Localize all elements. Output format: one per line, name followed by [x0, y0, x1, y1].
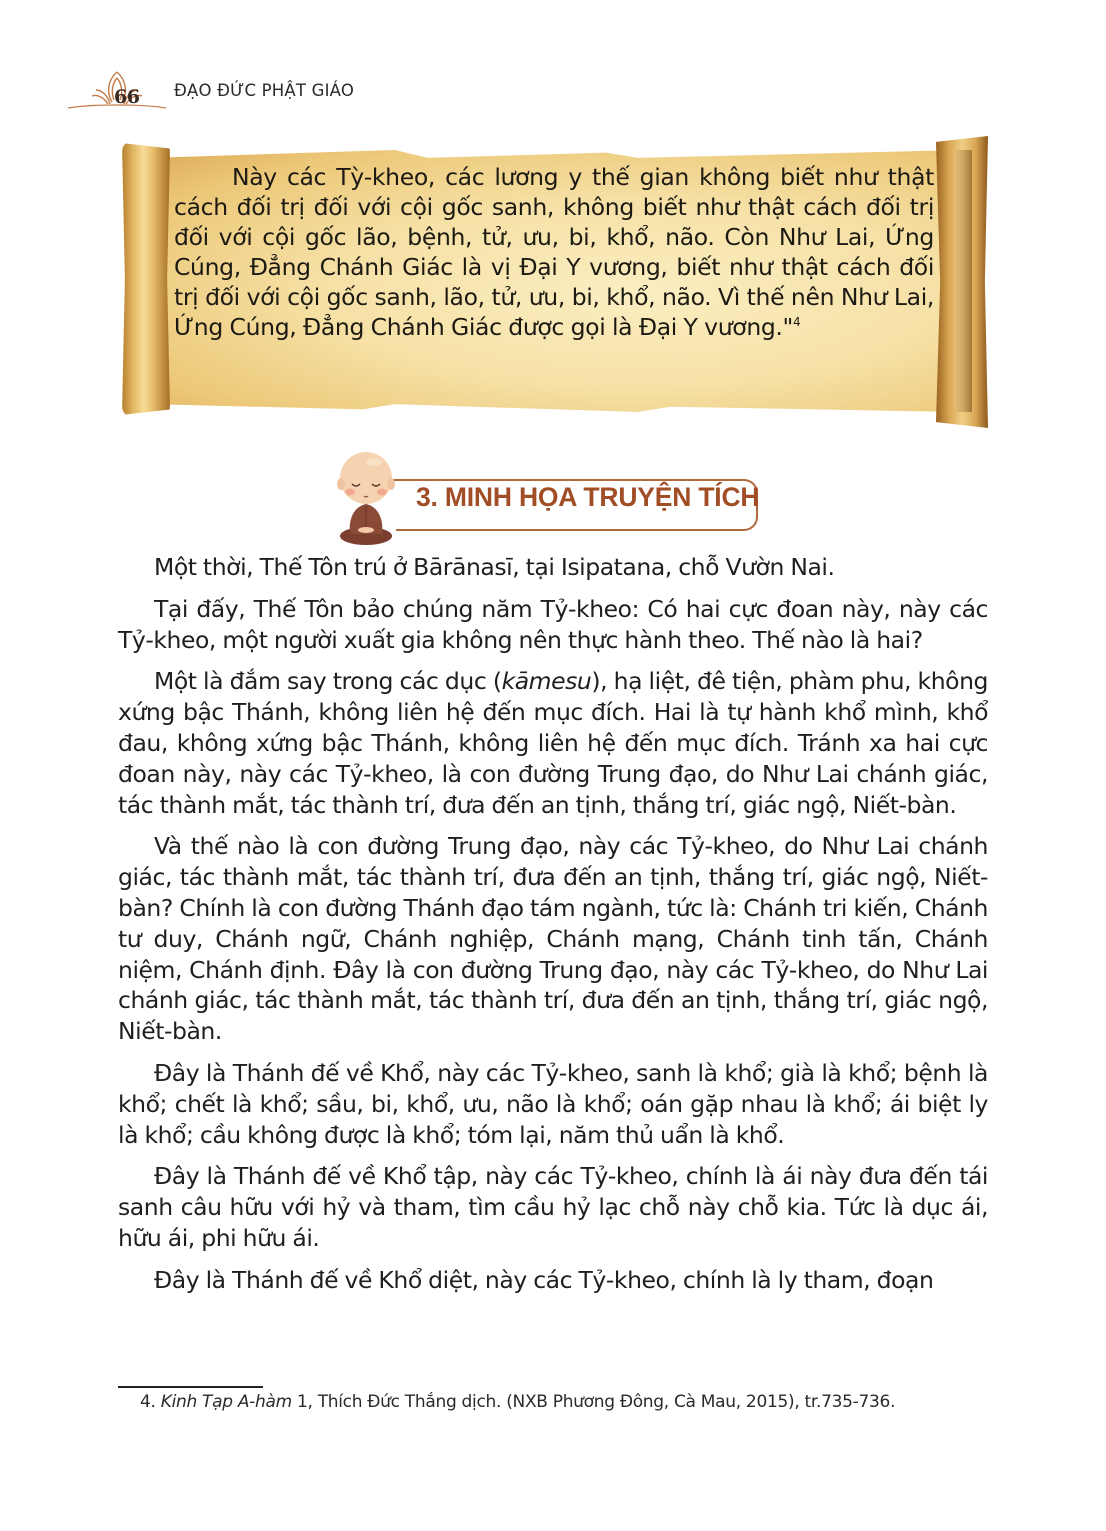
pali-term: kāmesu	[501, 667, 592, 696]
body-paragraph	[118, 666, 988, 820]
body-paragraph: Tại đấy, Thế Tôn bảo chúng năm Tỷ-kheo: Có hai cực đoan này, này các Tỷ-kheo, một người xuất gia không nên thực hành theo. Thế nào là hai?	[118, 594, 988, 654]
quote-text	[174, 162, 934, 342]
story-body	[118, 552, 988, 1307]
quote-paragraph	[174, 162, 934, 342]
body-paragraph: Một thời, Thế Tôn trú ở Bārānasī, tại Isipatana, chỗ Vườn Nai.	[154, 553, 835, 581]
body-paragraph: Và thế nào là con đường Trung đạo, này các Tỷ-kheo, do Như Lai chánh giác, tác thành mắt, tác thành trí, đưa đến an tịnh, thắng trí, giác ngộ, Niết-bàn? Chính là con đường Thánh đạo tám ngành, tức là: Chánh tri kiến, Chánh tư duy, Chánh ngữ, Chánh nghiệp, Chánh mạng, Chánh tinh tấn, Chánh niệm, Chánh định. Đây là con đường Trung đạo, này các Tỷ-kheo, do Như Lai chánh giác, tác thành mắt, tác thành trí, đưa đến an tịnh, thắng trí, giác ngộ, Niết-bàn.	[118, 832, 988, 1046]
body-paragraph: Đây là Thánh đế về Khổ diệt, này các Tỷ-kheo, chính là ly tham, đoạn	[154, 1265, 934, 1294]
scroll-roll-left	[122, 143, 170, 415]
section-title: 3. MINH HỌA TRUYỆN TÍCH	[416, 482, 760, 512]
scroll-roll-right-shadow	[954, 150, 972, 412]
footnote-ref[interactable]: 4	[793, 315, 801, 329]
text-run: ), hạ liệt, đê tiện, phàm phu, không xứng bậc Thánh, không liên hệ đến mục đích. Hai là tự hành khổ mình, khổ đau, không xứng bậc Thánh, không liên hệ đến mục đích. Tránh xa hai cực đoan này, này các Tỷ-kheo, là con đường Trung đạo, do Như Lai chánh giác, tác thành mắt, tác thành trí, đưa đến an tịnh, thắng trí, giác ngộ, Niết-bàn.	[118, 667, 989, 819]
footnote-divider	[118, 1386, 263, 1388]
body-paragraph: Đây là Thánh đế về Khổ tập, này các Tỷ-kheo, chính là ái này đưa đến tái sanh câu hữu với hỷ và tham, tìm cầu hỷ lạc chỗ này chỗ kia. Tức là dục ái, hữu ái, phi hữu ái.	[118, 1162, 988, 1252]
text-run: Một là đắm say trong các dục (	[154, 667, 502, 696]
meditating-monk-icon	[336, 446, 416, 546]
body-paragraph: Đây là Thánh đế về Khổ, này các Tỷ-kheo, sanh là khổ; già là khổ; bệnh là khổ; chết là khổ; sầu, bi, khổ, ưu, não là khổ; oán gặp nhau là khổ; ái biệt ly là khổ; cầu không được là khổ; tóm lại, năm thủ uẩn là khổ.	[118, 1058, 988, 1149]
section-heading	[336, 446, 768, 546]
book-title: ĐẠO ĐỨC PHẬT GIÁO	[174, 81, 355, 100]
footnote-number: 4.	[140, 1392, 156, 1412]
footnote	[118, 1391, 988, 1413]
page-number: 66	[114, 86, 140, 108]
quote-paragraph-text: Này các Tỳ-kheo, các lương y thế gian không biết như thật cách đối trị đối với cội gốc sanh, không biết như thật cách đối trị đối với cội gốc lão, bệnh, tử, ưu, bi, khổ, não. Còn Như Lai, Ứng Cúng, Đẳng Chánh Giác là vị Đại Y vương, biết như thật cách đối trị đối với cội gốc sanh, lão, tử, ưu, bi, khổ, não. Vì thế nên Như Lai, Ứng Cúng, Đẳng Chánh Giác được gọi là Đại Y vương."	[174, 163, 934, 341]
footnote-citation: 1, Thích Đức Thắng dịch. (NXB Phương Đông, Cà Mau, 2015), tr.735-736.	[291, 1392, 896, 1412]
footnote-title: Kinh Tạp A-hàm	[160, 1392, 292, 1412]
running-header	[62, 68, 402, 112]
quote-scroll	[112, 128, 998, 438]
